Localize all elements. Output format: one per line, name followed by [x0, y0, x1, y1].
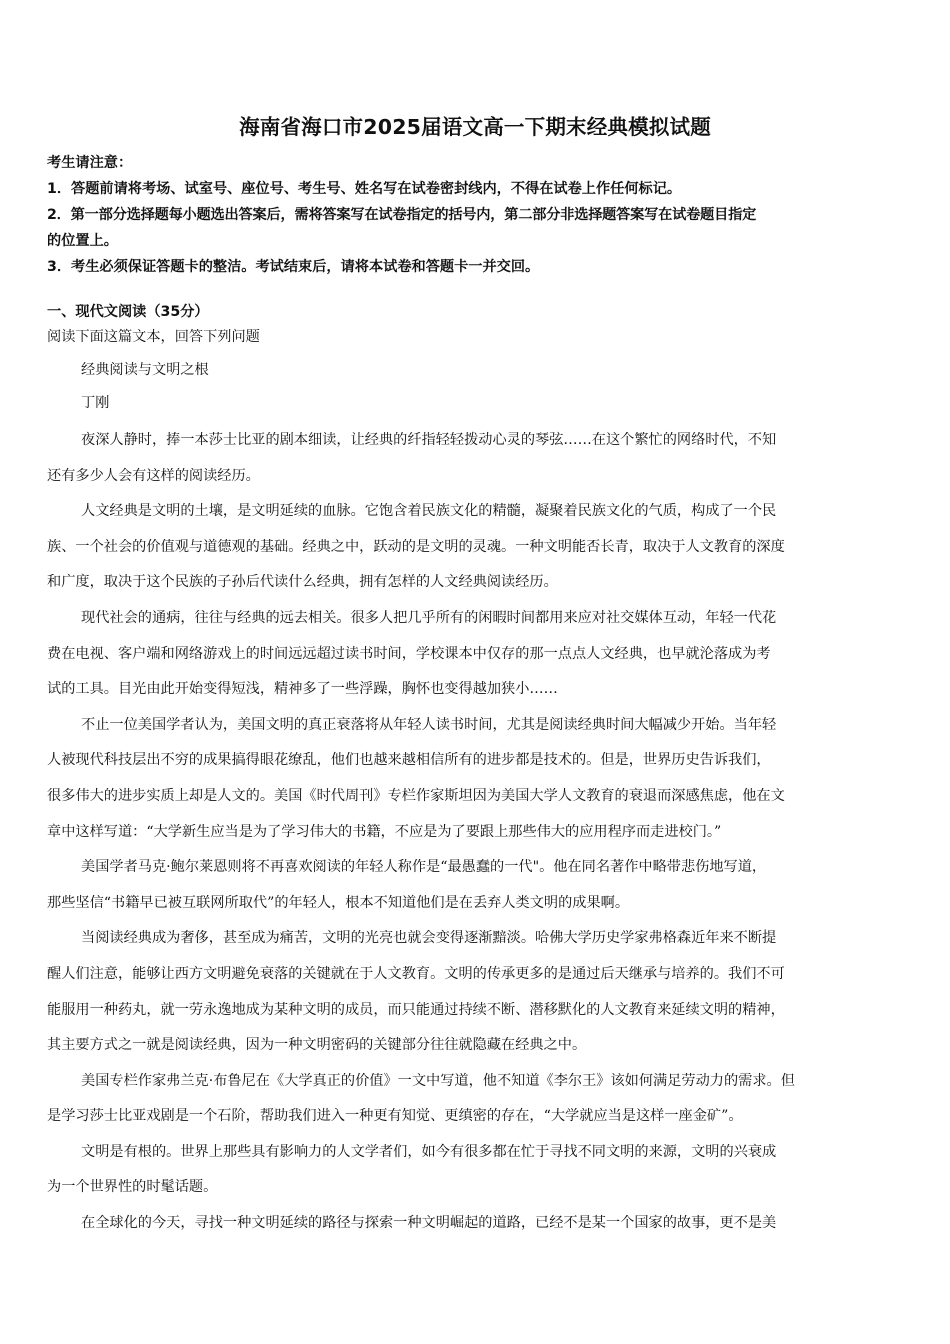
- text-line: 其主要方式之一就是阅读经典，因为一种文明密码的关键部分往往就隐藏在经典之中。: [47, 1037, 587, 1054]
- text-line: 不止一位美国学者认为，美国文明的真正衰落将从年轻人读书时间，尤其是阅读经典时间大幅减少开始。当年轻: [81, 716, 777, 733]
- article-author: 丁刚: [81, 395, 110, 411]
- text-line: 很多伟大的进步实质上却是人文的。美国《时代周刊》专栏作家斯坦因为美国大学人文教育的衰退而深感焦虑，他在文: [47, 787, 785, 804]
- paragraph: [47, 1206, 907, 1242]
- notice-line: 2．第一部分选择题每小题选出答案后，需将答案写在试卷指定的括号内，第二部分非选择题答案写在试卷题目指定: [47, 207, 757, 223]
- exam-title: 海南省海口市2025届语文高一下期末经典模拟试题: [239, 115, 711, 139]
- article-body: [47, 423, 907, 1242]
- paragraph: [47, 1064, 907, 1135]
- paragraph: [47, 601, 907, 708]
- text-line: 为一个世界性的时髦话题。: [47, 1179, 218, 1196]
- reading-instruction: 阅读下面这篇文本，回答下列问题: [47, 329, 260, 345]
- notice-line: 3．考生必须保证答题卡的整洁。考试结束后，请将本试卷和答题卡一并交回。: [47, 259, 540, 275]
- paragraph: [47, 494, 907, 601]
- text-line: 族、一个社会的价值观与道德观的基础。经典之中，跃动的是文明的灵魂。一种文明能否长青，取决于人文教育的深度: [47, 538, 785, 555]
- text-line: 能服用一种药丸，就一劳永逸地成为某种文明的成员，而只能通过持续不断、潜移默化的人文教育来延续文明的精神，: [47, 1001, 785, 1018]
- text-line: 还有多少人会有这样的阅读经历。: [47, 467, 260, 484]
- text-line: 现代社会的通病，往往与经典的远去相关。很多人把几乎所有的闲暇时间都用来应对社交媒体互动，年轻一代花: [81, 609, 777, 626]
- text-line: 夜深人静时，捧一本莎士比亚的剧本细读，让经典的纤指轻轻拨动心灵的琴弦……在这个繁忙的网络时代，不知: [81, 432, 777, 448]
- notice-line: 的位置上。: [47, 233, 118, 249]
- text-line: 费在电视、客户端和网络游戏上的时间远远超过读书时间，学校课本中仅存的那一点点人文经典，也早就沦落成为考: [47, 645, 771, 662]
- text-line: 美国专栏作家弗兰克·布鲁尼在《大学真正的价值》一文中写道，他不知道《李尔王》该如何满足劳动力的需求。但: [81, 1072, 795, 1089]
- notice-heading: 考生请注意：: [47, 155, 133, 171]
- text-line: 试的工具。目光由此开始变得短浅，精神多了一些浮躁，胸怀也变得越加狭小……: [47, 681, 558, 698]
- paragraph: [47, 921, 907, 1063]
- text-line: 在全球化的今天，寻找一种文明延续的路径与探索一种文明崛起的道路，已经不是某一个国家的故事，更不是美: [81, 1215, 777, 1232]
- text-line: 人文经典是文明的土壤，是文明延续的血脉。它饱含着民族文化的精髓，凝聚着民族文化的气质，构成了一个民: [81, 503, 777, 520]
- text-line: 醒人们注意，能够让西方文明避免衰落的关键就在于人文教育。文明的传承更多的是通过后天继承与培养的。我们不可: [47, 965, 785, 982]
- paragraph: [47, 708, 907, 850]
- paragraph: [47, 1135, 907, 1206]
- text-line: 是学习莎士比亚戏剧是一个石阶，帮助我们进入一种更有知觉、更缜密的存在，“大学就应当是这样一座金矿”。: [47, 1108, 743, 1125]
- text-line: 当阅读经典成为奢侈，甚至成为痛苦，文明的光亮也就会变得逐渐黯淡。哈佛大学历史学家弗格森近年来不断提: [81, 930, 777, 947]
- text-line: 人被现代科技层出不穷的成果搞得眼花缭乱，他们也越来越相信所有的进步都是技术的。但是，世界历史告诉我们，: [47, 752, 771, 769]
- text-line: 那些坚信“书籍早已被互联网所取代”的年轻人，根本不知道他们是在丢弃人类文明的成果啊。: [47, 894, 630, 911]
- article-title: 经典阅读与文明之根: [81, 362, 209, 378]
- text-line: 和广度，取决于这个民族的子孙后代读什么经典，拥有怎样的人文经典阅读经历。: [47, 574, 558, 591]
- section-heading: 一、现代文阅读（35分）: [47, 304, 209, 320]
- text-line: 文明是有根的。世界上那些具有影响力的人文学者们，如今有很多都在忙于寻找不同文明的来源，文明的兴衰成: [81, 1143, 777, 1160]
- paragraph: [47, 423, 907, 494]
- text-line: 章中这样写道：“大学新生应当是为了学习伟大的书籍，不应是为了要跟上那些伟大的应用程序而走进校门。”: [47, 823, 722, 840]
- paragraph: [47, 850, 907, 921]
- notice-block: [47, 150, 907, 280]
- text-line: 美国学者马克·鲍尔莱恩则将不再喜欢阅读的年轻人称作是“最愚蠢的一代"。他在同名著作中略带悲伤地写道，: [81, 859, 767, 876]
- notice-line: 1．答题前请将考场、试室号、座位号、考生号、姓名写在试卷密封线内，不得在试卷上作任何标记。: [47, 181, 682, 197]
